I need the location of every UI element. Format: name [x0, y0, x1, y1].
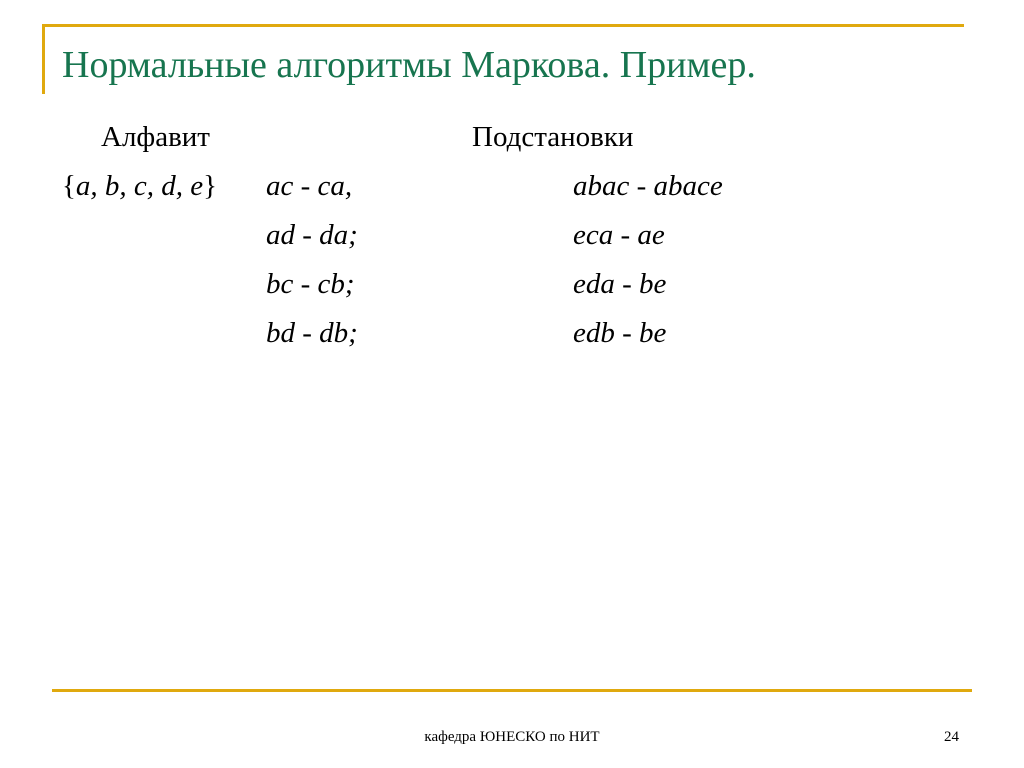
- rule-left-4: bd - db;: [266, 317, 358, 349]
- footer-text: кафедра ЮНЕСКО по НИТ: [424, 729, 600, 745]
- alphabet-close-brace: }: [203, 170, 218, 202]
- rule-left-1: ac - ca,: [266, 170, 353, 202]
- rule-right-3: eda - be: [573, 268, 667, 300]
- substitutions-header: Подстановки: [472, 121, 634, 153]
- page-number: 24: [944, 729, 959, 745]
- rule-left-2: ad - da;: [266, 219, 358, 251]
- rule-right-1: abac - abace: [573, 170, 723, 202]
- rule-left-3: bc - cb;: [266, 268, 355, 300]
- left-accent-bar: [42, 24, 45, 94]
- rule-right-4: edb - be: [573, 317, 667, 349]
- bottom-divider: [52, 689, 972, 692]
- slide-title: Нормальные алгоритмы Маркова. Пример.: [62, 44, 756, 86]
- top-divider: [42, 24, 964, 27]
- alphabet-letters: a, b, c, d, e: [75, 170, 204, 202]
- alphabet-open-brace: {: [62, 170, 76, 202]
- alphabet-header: Алфавит: [101, 121, 210, 153]
- alphabet-set: [62, 168, 217, 204]
- rule-right-2: eca - ae: [573, 219, 665, 251]
